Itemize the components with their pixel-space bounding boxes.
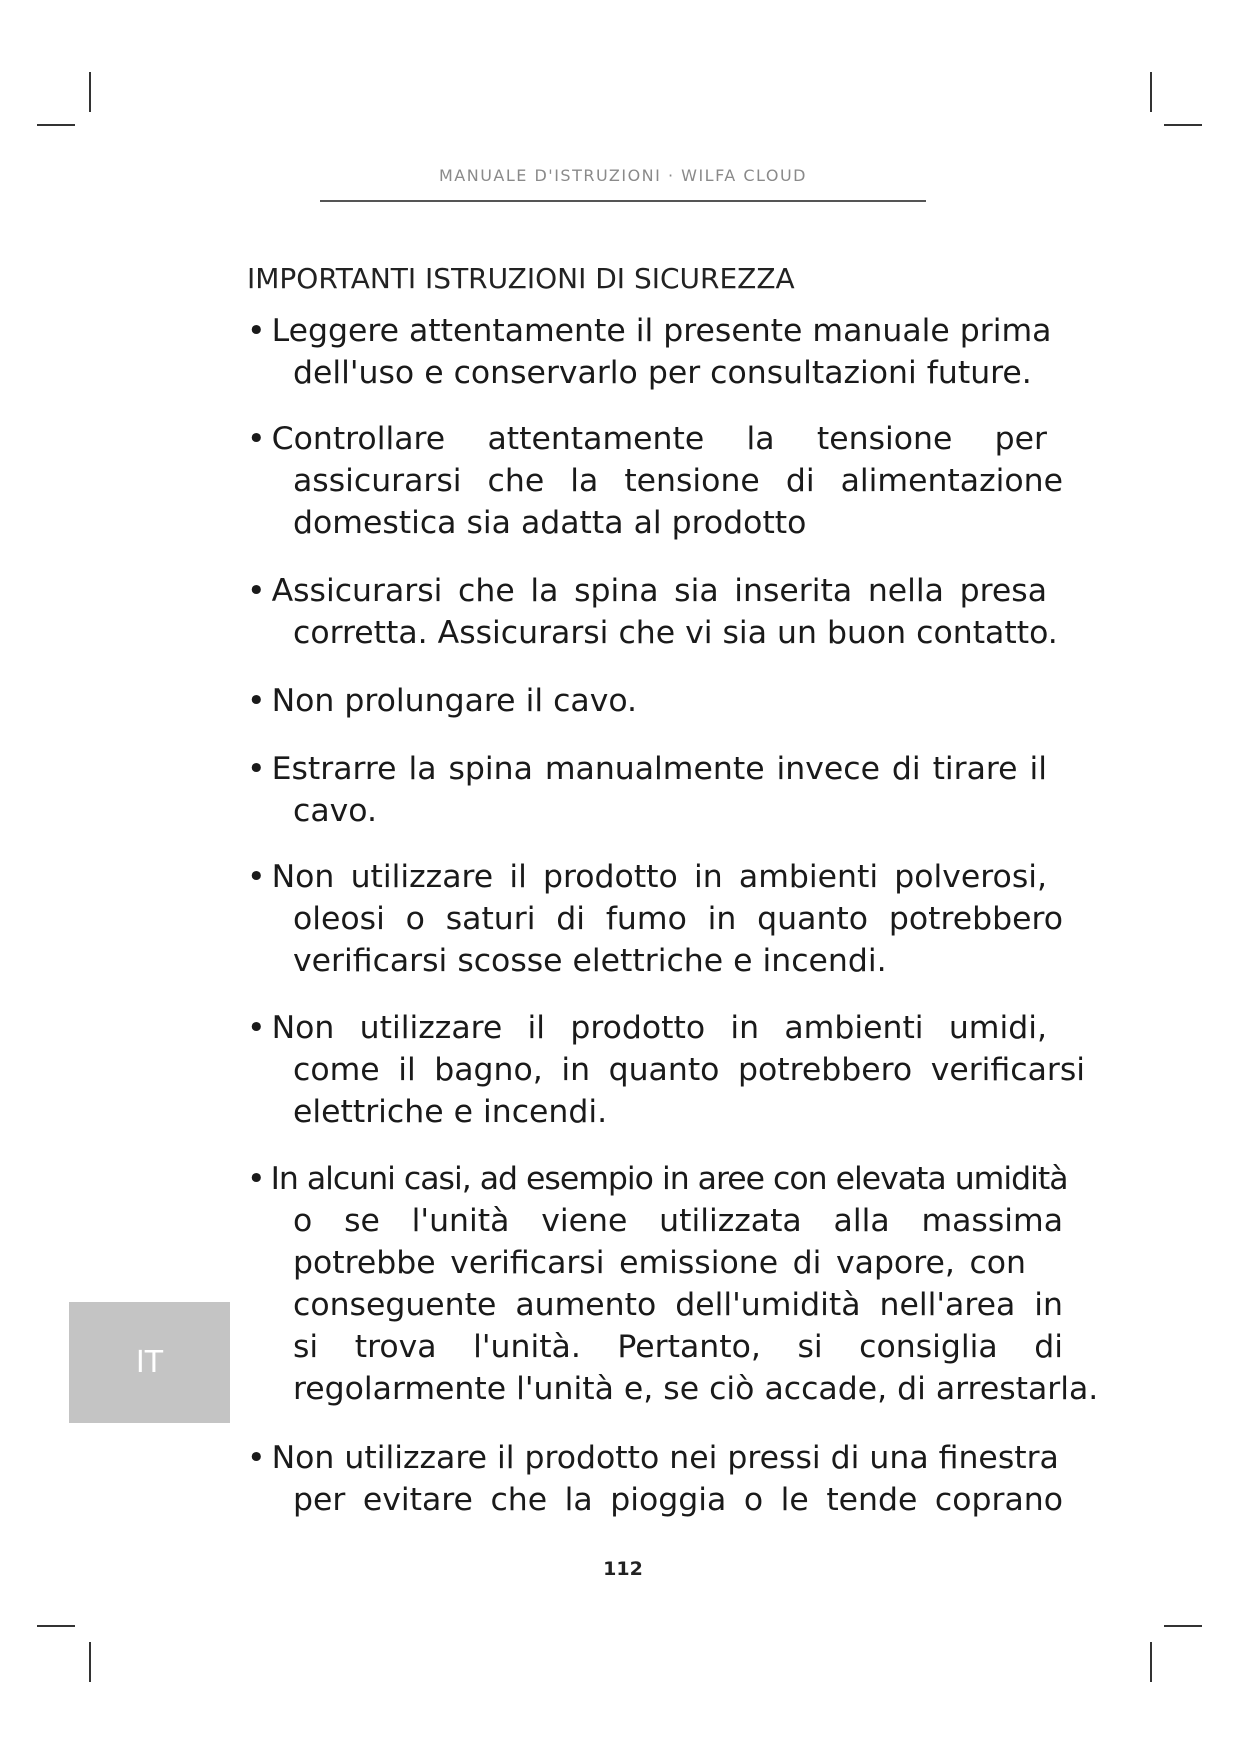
item-text: assicurarsi che la tensione di alimentazione bbox=[293, 463, 1063, 499]
bullet-icon: • bbox=[247, 751, 266, 787]
crop-mark-bottom-right-h bbox=[1164, 1625, 1202, 1627]
item-text: domestica sia adatta al prodotto bbox=[293, 505, 807, 541]
list-item bbox=[247, 310, 1067, 394]
crop-mark-top-left-v bbox=[89, 72, 91, 112]
item-text: elettriche e incendi. bbox=[293, 1094, 608, 1130]
crop-mark-top-left-h bbox=[37, 124, 75, 126]
bullet-icon: • bbox=[247, 1440, 266, 1476]
bullet-icon: • bbox=[247, 1161, 265, 1197]
bullet-icon: • bbox=[247, 859, 266, 895]
list-item bbox=[247, 418, 1067, 544]
item-text: Non utilizzare il prodotto in ambienti umidi, bbox=[271, 1010, 1047, 1046]
item-text: dell'uso e conservarlo per consultazioni future. bbox=[293, 355, 1032, 391]
list-item bbox=[247, 1007, 1085, 1133]
item-text: Leggere attentamente il presente manuale prima bbox=[271, 313, 1052, 349]
page-number: 112 bbox=[603, 1558, 643, 1580]
item-text: regolarmente l'unità e, se ciò accade, di arrestarla. bbox=[293, 1371, 1099, 1407]
crop-mark-bottom-left-v bbox=[89, 1642, 91, 1682]
list-item bbox=[247, 1437, 1067, 1521]
crop-mark-bottom-right-v bbox=[1150, 1642, 1152, 1682]
item-text: conseguente aumento dell'umidità nell'area in bbox=[293, 1287, 1063, 1323]
list-item bbox=[247, 570, 1067, 654]
list-item bbox=[247, 856, 1067, 982]
bullet-icon: • bbox=[247, 313, 266, 349]
item-text: Assicurarsi che la spina sia inserita nella presa bbox=[271, 573, 1047, 609]
language-tab: IT bbox=[69, 1302, 230, 1423]
item-text: verificarsi scosse elettriche e incendi. bbox=[293, 943, 887, 979]
bullet-icon: • bbox=[247, 1010, 266, 1046]
section-title: IMPORTANTI ISTRUZIONI DI SICUREZZA bbox=[247, 262, 795, 295]
bullet-icon: • bbox=[247, 421, 266, 457]
bullet-icon: • bbox=[247, 683, 266, 719]
item-text: potrebbe verificarsi emissione di vapore, con bbox=[293, 1245, 1026, 1281]
item-text: per evitare che la pioggia o le tende coprano bbox=[293, 1482, 1063, 1518]
list-item bbox=[247, 1158, 1099, 1410]
crop-mark-top-right-v bbox=[1150, 72, 1152, 112]
item-text: Estrarre la spina manualmente invece di tirare il bbox=[271, 751, 1047, 787]
bullet-icon: • bbox=[247, 573, 266, 609]
item-text: Controllare attentamente la tensione per bbox=[271, 421, 1047, 457]
crop-mark-bottom-left-h bbox=[37, 1625, 75, 1627]
list-item bbox=[247, 748, 1067, 832]
header-rule bbox=[320, 200, 926, 202]
item-text: come il bagno, in quanto potrebbero verificarsi bbox=[293, 1052, 1085, 1088]
item-text: oleosi o saturi di fumo in quanto potrebbero bbox=[293, 901, 1063, 937]
item-text: Non utilizzare il prodotto nei pressi di una finestra bbox=[271, 1440, 1059, 1476]
item-text: si trova l'unità. Pertanto, si consiglia di bbox=[293, 1329, 1063, 1365]
item-text: o se l'unità viene utilizzata alla massima bbox=[293, 1203, 1063, 1239]
item-text: In alcuni casi, ad esempio in aree con elevata umidità bbox=[270, 1161, 1068, 1197]
crop-mark-top-right-h bbox=[1164, 124, 1202, 126]
item-text: Non prolungare il cavo. bbox=[271, 683, 638, 719]
item-text: corretta. Assicurarsi che vi sia un buon contatto. bbox=[293, 615, 1058, 651]
list-item bbox=[247, 680, 1067, 722]
item-text: cavo. bbox=[293, 793, 377, 829]
item-text: Non utilizzare il prodotto in ambienti polverosi, bbox=[271, 859, 1047, 895]
running-header: MANUALE D'ISTRUZIONI · WILFA CLOUD bbox=[439, 166, 807, 185]
